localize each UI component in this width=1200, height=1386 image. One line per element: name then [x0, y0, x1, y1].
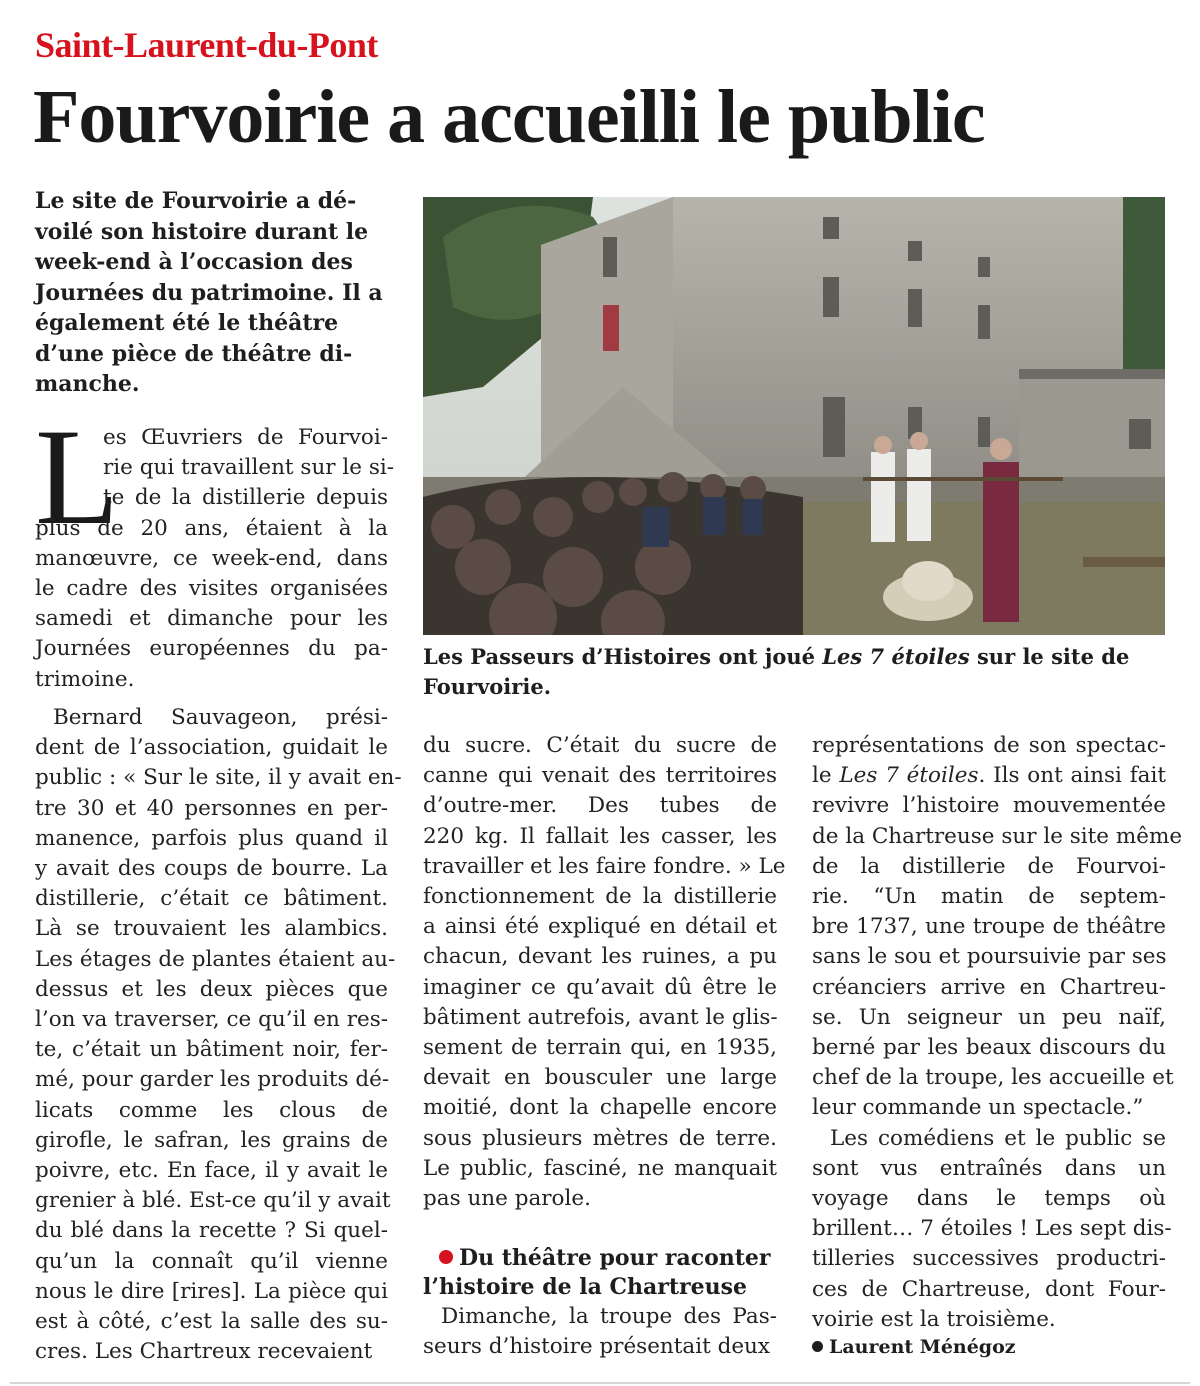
- text-line: manence, parfois plus quand il: [35, 825, 388, 851]
- text-line: Le public, fasciné, ne manquait: [423, 1155, 777, 1181]
- text-line: Là se trouvaient les alambics.: [35, 916, 388, 942]
- text-line: samedi et dimanche pour les: [35, 606, 388, 632]
- text-line: Bernard Sauvageon, prési-: [53, 705, 388, 730]
- text-run: . Ils ont ainsi fait: [978, 763, 1167, 789]
- text-line: du blé dans la recette ? Si quel-: [35, 1218, 388, 1244]
- text-line: bre 1737, une troupe de théâtre: [812, 914, 1166, 940]
- text-line: rie. “Un matin de septem-: [812, 884, 1166, 910]
- text-line: se. Un seigneur un peu naïf,: [812, 1004, 1166, 1030]
- text-line: sous plusieurs mètres de terre.: [423, 1125, 777, 1151]
- drop-cap: L: [35, 400, 120, 553]
- text-line: Les étages de plantes étaient au-: [35, 946, 396, 972]
- text-line: dessus et les deux pièces que: [35, 976, 388, 1002]
- text-line: girofle, le safran, les grains de: [35, 1127, 388, 1153]
- column-1-intro: [35, 423, 395, 695]
- text-line: leur commande un spectacle.”: [812, 1095, 1144, 1121]
- text-line: devait en bousculer une large: [423, 1065, 777, 1091]
- text-line: travailler et les faire fondre. » Le: [423, 853, 786, 879]
- headline: Fourvoirie a accueilli le public: [33, 75, 985, 159]
- lede-line: également été le théâtre: [35, 310, 339, 336]
- text-line: tre 30 et 40 personnes en per-: [35, 795, 388, 821]
- lede-line: week-end à l’occasion des: [35, 249, 353, 275]
- text-line: cres. Les Chartreux recevaient: [35, 1339, 373, 1365]
- lede-line: voilé son histoire durant le: [35, 218, 369, 245]
- caption-line-2: Fourvoirie.: [423, 674, 551, 699]
- text-line: créanciers arrive en Chartreu-: [812, 974, 1166, 1000]
- byline: [812, 1336, 1016, 1358]
- kicker-location: Saint-Laurent-du-Pont: [35, 25, 378, 65]
- text-line: trimoine.: [35, 666, 135, 692]
- text-line: nous le dire [rires]. La pièce qui: [35, 1278, 388, 1304]
- column-2-section: [423, 1302, 777, 1362]
- text-line: le cadre des visites organisées: [35, 576, 388, 602]
- caption-text: Les Passeurs d’Histoires ont joué: [423, 644, 823, 669]
- text-line: du sucre. C’était du sucre de: [423, 733, 777, 758]
- text-line: licats comme les clous de: [35, 1097, 388, 1123]
- text-line: est à côté, c’est la salle des su-: [35, 1309, 388, 1335]
- photo-illustration: [423, 197, 1165, 635]
- text-line: qu’un la connaît qu’il vienne: [35, 1248, 388, 1274]
- text-line: public : « Sur le site, il y avait en-: [35, 765, 402, 791]
- text-line: seurs d’histoire présentait deux: [423, 1334, 771, 1360]
- text-line: sont vus entraînés dans un: [812, 1155, 1166, 1181]
- text-line: poivre, etc. En face, il y avait le: [35, 1158, 388, 1184]
- text-line: sans le sou et poursuivie par ses: [812, 944, 1167, 970]
- text-line: ces de Chartreuse, dont Four-: [812, 1276, 1166, 1302]
- column-1-body: [35, 703, 402, 1367]
- lede-line: Journées du patrimoine. Il a: [35, 279, 383, 306]
- text-line: pas une parole.: [423, 1186, 591, 1212]
- subheading-line-1: Du théâtre pour raconter: [459, 1245, 771, 1271]
- lede-line: manche.: [35, 371, 140, 397]
- text-line: grenier à blé. Est-ce qu’il y avait: [35, 1188, 391, 1214]
- text-line: d’outre-mer. Des tubes de: [423, 793, 777, 819]
- subheading-line-2: l’histoire de la Chartreuse: [423, 1274, 747, 1300]
- author-name: Laurent Ménégoz: [829, 1336, 1016, 1358]
- text-line: plus de 20 ans, étaient à la: [35, 515, 388, 541]
- text-line: Journées européennes du pa-: [35, 636, 388, 662]
- text-line: y avait des coups de bourre. La: [35, 856, 388, 882]
- text-line: a ainsi été expliqué en détail et: [423, 914, 777, 940]
- lede: [35, 186, 383, 400]
- text-line: l’on va traverser, ce qu’il en res-: [35, 1007, 388, 1033]
- text-line: tilleries successives productri-: [812, 1246, 1166, 1272]
- italic-title: Les 7 étoiles: [839, 763, 979, 789]
- bottom-rule: [10, 1382, 1190, 1384]
- text-line: voirie est la troisième.: [812, 1306, 1056, 1332]
- caption-italic-title: Les 7 étoiles: [822, 644, 970, 669]
- text-line: imaginer ce qu’avait dû être le: [423, 974, 777, 1000]
- text-line: Dimanche, la troupe des Pas-: [441, 1304, 777, 1329]
- text-line: chacun, devant les ruines, a pu: [423, 944, 777, 970]
- subheading: [423, 1244, 783, 1302]
- text-line: de la Chartreuse sur le site même: [812, 823, 1183, 849]
- text-line: revivre l’histoire mouvementée: [812, 793, 1166, 819]
- lede-line: d’une pièce de théâtre di-: [35, 340, 353, 367]
- text-line: te de la distillerie depuis: [103, 485, 388, 511]
- text-line: voyage dans le temps où: [812, 1186, 1166, 1212]
- text-line: brillent… 7 étoiles ! Les sept dis-: [812, 1216, 1172, 1242]
- text-line: rie qui travaillent sur le si-: [103, 455, 395, 481]
- text-line: fonctionnement de la distillerie: [423, 884, 777, 910]
- text-line: représentations de son spectac-: [812, 733, 1166, 758]
- text-line: de la distillerie de Fourvoi-: [812, 853, 1166, 879]
- text-line: Les comédiens et le public se: [830, 1125, 1166, 1151]
- text-line: chef de la troupe, les accueille et: [812, 1065, 1174, 1091]
- lede-line: Le site de Fourvoirie a dé-: [35, 188, 357, 214]
- text-line: 220 kg. Il fallait les casser, les: [423, 823, 777, 849]
- text-line: berné par les beaux discours du: [812, 1035, 1166, 1061]
- text-run: le: [812, 763, 840, 789]
- text-line: te, c’était un bâtiment noir, fer-: [35, 1037, 388, 1063]
- text-line: canne qui venait des territoires: [423, 763, 777, 789]
- red-bullet-icon: [439, 1250, 453, 1264]
- text-line: es Œuvriers de Fourvoi-: [103, 425, 388, 450]
- bullet-dot-icon: [812, 1341, 823, 1352]
- text-line: [812, 761, 1166, 791]
- text-line: dent de l’association, guidait le: [35, 735, 388, 761]
- text-line: bâtiment autrefois, avant le glis-: [423, 1004, 778, 1030]
- text-line: distillerie, c’était ce bâtiment.: [35, 886, 388, 912]
- text-line: sement de terrain qui, en 1935,: [423, 1035, 777, 1061]
- column-3-body: [812, 731, 1183, 1335]
- text-line: moitié, dont la chapelle encore: [423, 1095, 777, 1121]
- article-photo: [423, 197, 1165, 635]
- text-line: mé, pour garder les produits dé-: [35, 1067, 390, 1093]
- caption-text-2: sur le site de: [969, 644, 1130, 669]
- column-2-body: [423, 731, 786, 1214]
- text-line: manœuvre, ce week-end, dans: [35, 545, 388, 571]
- photo-caption: [423, 642, 1168, 702]
